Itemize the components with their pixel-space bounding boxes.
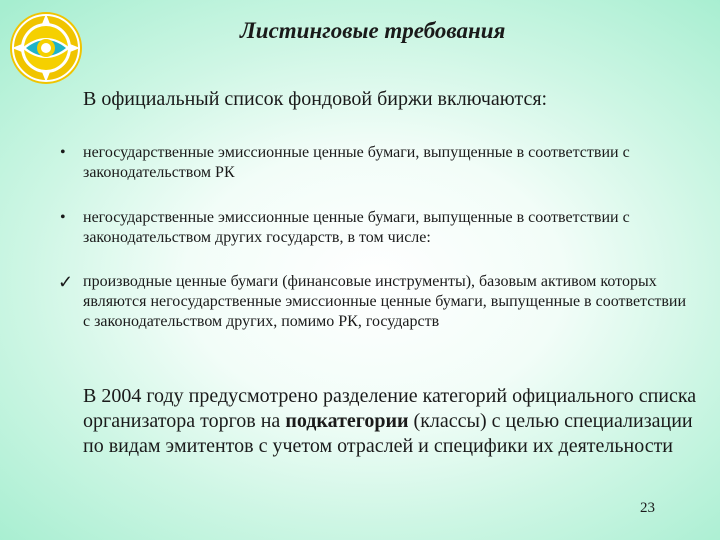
bullet-marker: • (60, 144, 66, 161)
logo-emblem (8, 10, 84, 86)
closing-paragraph (83, 384, 703, 459)
list-item-text: производные ценные бумаги (финансовые инструменты), базовым активом которых являются негосударственные эмиссионные ценные бумаги, выпущенные в соответствии с законодательством других, помимо РК, государств (83, 273, 687, 330)
closing-emphasis: подкатегории (285, 410, 409, 432)
checkmark-icon: ✓ (58, 272, 74, 292)
intro-text: В официальный список фондовой биржи включаются: (83, 88, 548, 110)
eye-emblem-icon (8, 10, 84, 86)
bullet-marker: • (60, 209, 66, 226)
list-item-text: негосударственные эмиссионные ценные бумаги, выпущенные в соответствии с законодательством РК (83, 144, 630, 181)
closing-text-end: (классы) с целью специализации по видам эмитентов с учетом отраслей и специфики их деятельности (83, 410, 693, 457)
closing-text-start: В 2004 году предусмотрено разделение категорий официального списка организатора торгов на (83, 385, 697, 432)
list-item-text: негосударственные эмиссионные ценные бумаги, выпущенные в соответствии с законодательством других государств, в том числе: (83, 209, 630, 246)
slide-title: Листинговые требования (240, 18, 506, 43)
page-number: 23 (640, 500, 655, 516)
